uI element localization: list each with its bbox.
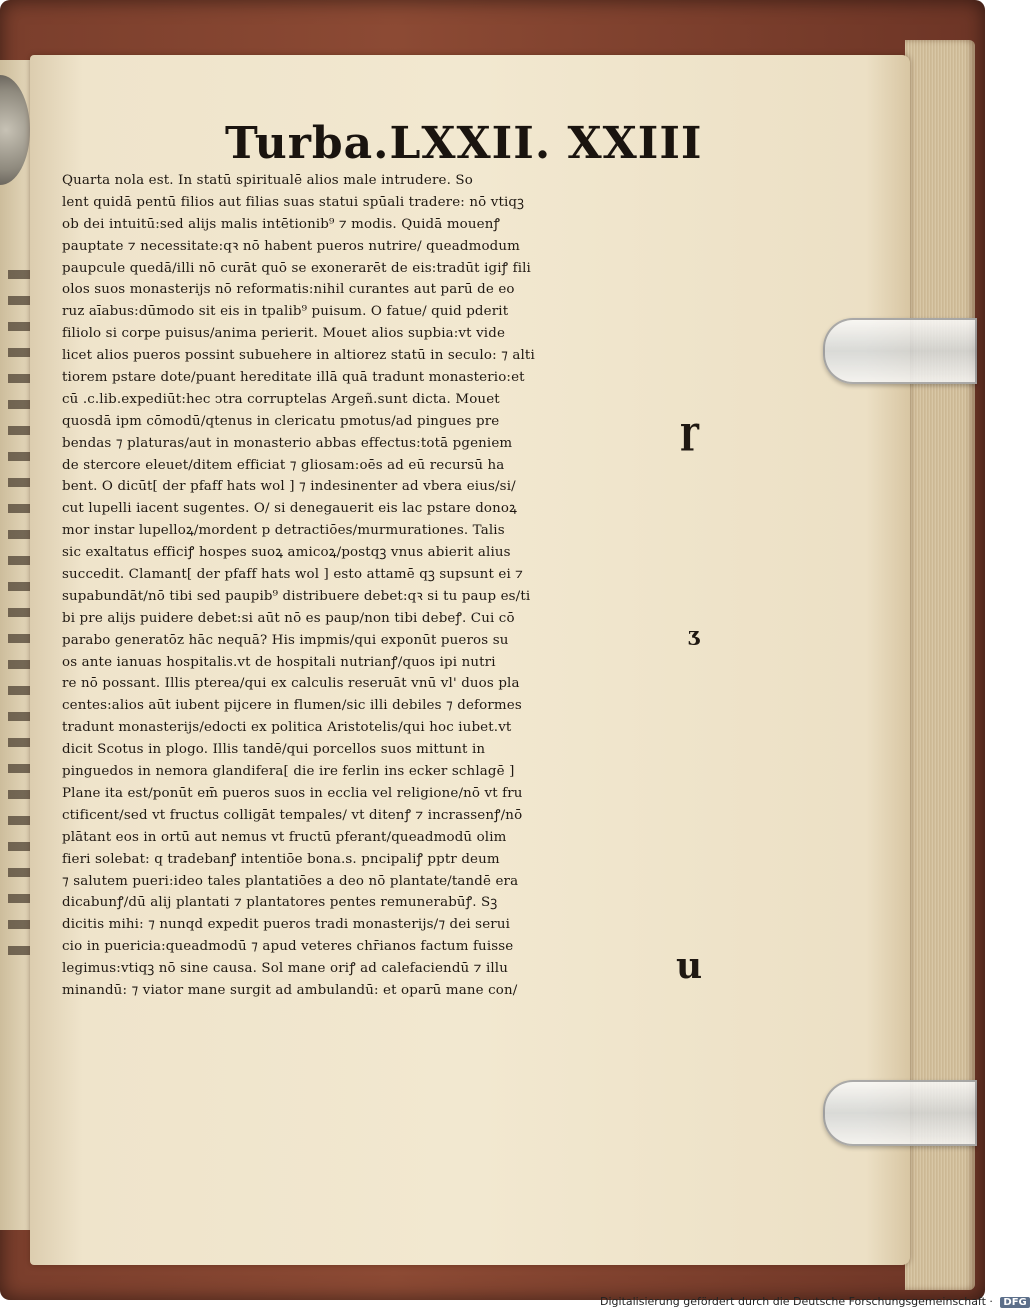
text-line: bi pre alijs puidere debet:si aūt nō es paup/non tibi debeꝭ. Cui cō — [62, 610, 515, 626]
text-line: Plane ita est/ponūt em̄ pueros suos in ecclia vel religione/nō vt fru — [62, 785, 523, 801]
text-line: licet alios pueros possint subuehere in altiorez statū in seculo: ⁊ alti — [62, 348, 535, 364]
text-line: cū .c.lib.expediūt:hec ↄtra corruptelas Argeñ.sunt dicta. Mouet — [62, 391, 500, 407]
text-line: pinguedos in nemora glandifera[ die ire ferlin ins ecker schlagē ] — [62, 764, 515, 780]
text-line: parabo generatōz hāc nequā? His impmis/qui exponūt pueros su — [62, 632, 509, 648]
text-line: bendas ⁊ platuras/aut in monasterio abbas effectus:totā pgeniem — [62, 435, 513, 451]
signature-mark-2: ʒ — [688, 622, 700, 646]
text-line: minandū: ⁊ viator mane surgit ad ambulandū: et oparū mane con/ — [62, 982, 518, 998]
text-line: cut lupelli iacent sugentes. O/ si denegauerit eis lac pstare donoꝝ — [62, 501, 518, 517]
digitization-credit — [600, 1295, 1027, 1313]
text-line: ctificent/sed vt fructus colligāt tempales/ vt ditenꝭ ⁊ incrassenꝭ/nō — [62, 807, 523, 823]
text-line: Quarta nola est. In statū spiritualē alios male intrudere. So — [62, 173, 473, 188]
text-line: paupcule quedā/illi nō curāt quō se exonerarēt de eis:tradūt igiꝭ fili — [62, 260, 531, 276]
text-line: dicitis mihi: ⁊ nunqd expedit pueros tradi monasterijs/⁊ dei serui — [62, 917, 511, 933]
text-line: legimus:vtiqꝫ nō sine causa. Sol mane oriꝭ ad calefaciendū ⁊ illu — [62, 961, 509, 977]
text-line: ob dei intuitū:sed alijs malis intētionib⁹ ⁊ modis. Quidā mouenꝭ — [62, 216, 500, 232]
text-line: de stercore eleuet/ditem efficiat ⁊ gliosam:oēs ad eū recursū ha — [62, 457, 505, 473]
signature-mark-1: ɼ — [680, 410, 699, 452]
text-line: olos suos monasterijs nō reformatis:nihil curantes aut parū de eo — [62, 282, 515, 298]
page-clamp-bottom — [823, 1080, 977, 1146]
text-line: supabundāt/nō tibi sed paupib⁹ distribuere debet:qꝛ si tu paup es/ti — [62, 588, 531, 604]
text-line: re nō possant. Illis pterea/qui ex calculis reseruāt vnū vl' duos pla — [62, 676, 520, 692]
dfg-logo: DFG — [1000, 1297, 1029, 1308]
text-line: sic exaltatus efficiꝭ hospes suoꝝ amicoꝝ/postqꝫ vnus abierit alius — [62, 545, 511, 561]
text-line: ⁊ salutem pueri:ideo tales plantatiōes a deo nō plantate/tandē era — [62, 873, 519, 889]
text-line: os ante ianuas hospitalis.vt de hospitali nutrianꝭ/quos ipi nutri — [62, 654, 496, 670]
text-line: mor instar lupelloꝝ/mordent p detractiōes/murmurationes. Talis — [62, 523, 505, 539]
signature-mark-3: u — [676, 945, 703, 987]
text-line: plātant eos in ortū aut nemus vt fructū pferant/queadmodū olim — [62, 829, 507, 845]
page-clamp-top — [823, 318, 977, 384]
text-line: dicabunꝭ/dū alij plantati ⁊ plantatores pentes remunerabūꝭ. Sꝫ — [62, 895, 498, 911]
text-line: ruz aīabus:dūmodo sit eis in tpalib⁹ puisum. O fatue/ quid pderit — [62, 304, 509, 320]
text-line: tiorem pstare dote/puant hereditate illā quā tradunt monasterio:et — [62, 370, 525, 386]
text-line: bent. O dicūt[ der pfaff hats wol ] ⁊ indesinenter ad vbera eius/si/ — [62, 479, 516, 495]
page-header: Turba.LXXII. XXIII — [225, 118, 703, 169]
text-line: dicit Scotus in plogo. Illis tandē/qui porcellos suos mittunt in — [62, 742, 486, 758]
text-line: lent quidā pentū filios aut filias suas statui spūali tradere: nō vtiqꝫ — [62, 194, 525, 210]
text-line: pauptate ⁊ necessitate:qꝛ nō habent pueros nutrire/ queadmodum — [62, 238, 521, 254]
text-line: succedit. Clamant[ der pfaff hats wol ] esto attamē qꝫ supsunt ei ⁊ — [62, 567, 524, 583]
text-line: tradunt monasterijs/edocti ex politica Aristotelis/qui hoc iubet.vt — [62, 720, 512, 736]
text-line: centes:alios aūt iubent pijcere in flumen/sic illi debiles ⁊ deformes — [62, 698, 522, 714]
text-line: cio in puericia:queadmodū ⁊ apud veteres chr̄ianos factum fuisse — [62, 939, 514, 955]
credit-text: Digitalisierung gefördert durch die Deutsche Forschungsgemeinschaft · — [600, 1295, 993, 1308]
body-text — [62, 170, 662, 1070]
text-line: quosdā ipm cōmodū/qtenus in clericatu pmotus/ad pingues pre — [62, 413, 500, 429]
text-line: filiolo si corpe puisus/anima perierit. Mouet alios supbia:vt vide — [62, 326, 506, 342]
text-line: fieri solebat: q tradebanꝭ intentiōe bona.s. pncipaliꝭ pptr deum — [62, 851, 500, 867]
